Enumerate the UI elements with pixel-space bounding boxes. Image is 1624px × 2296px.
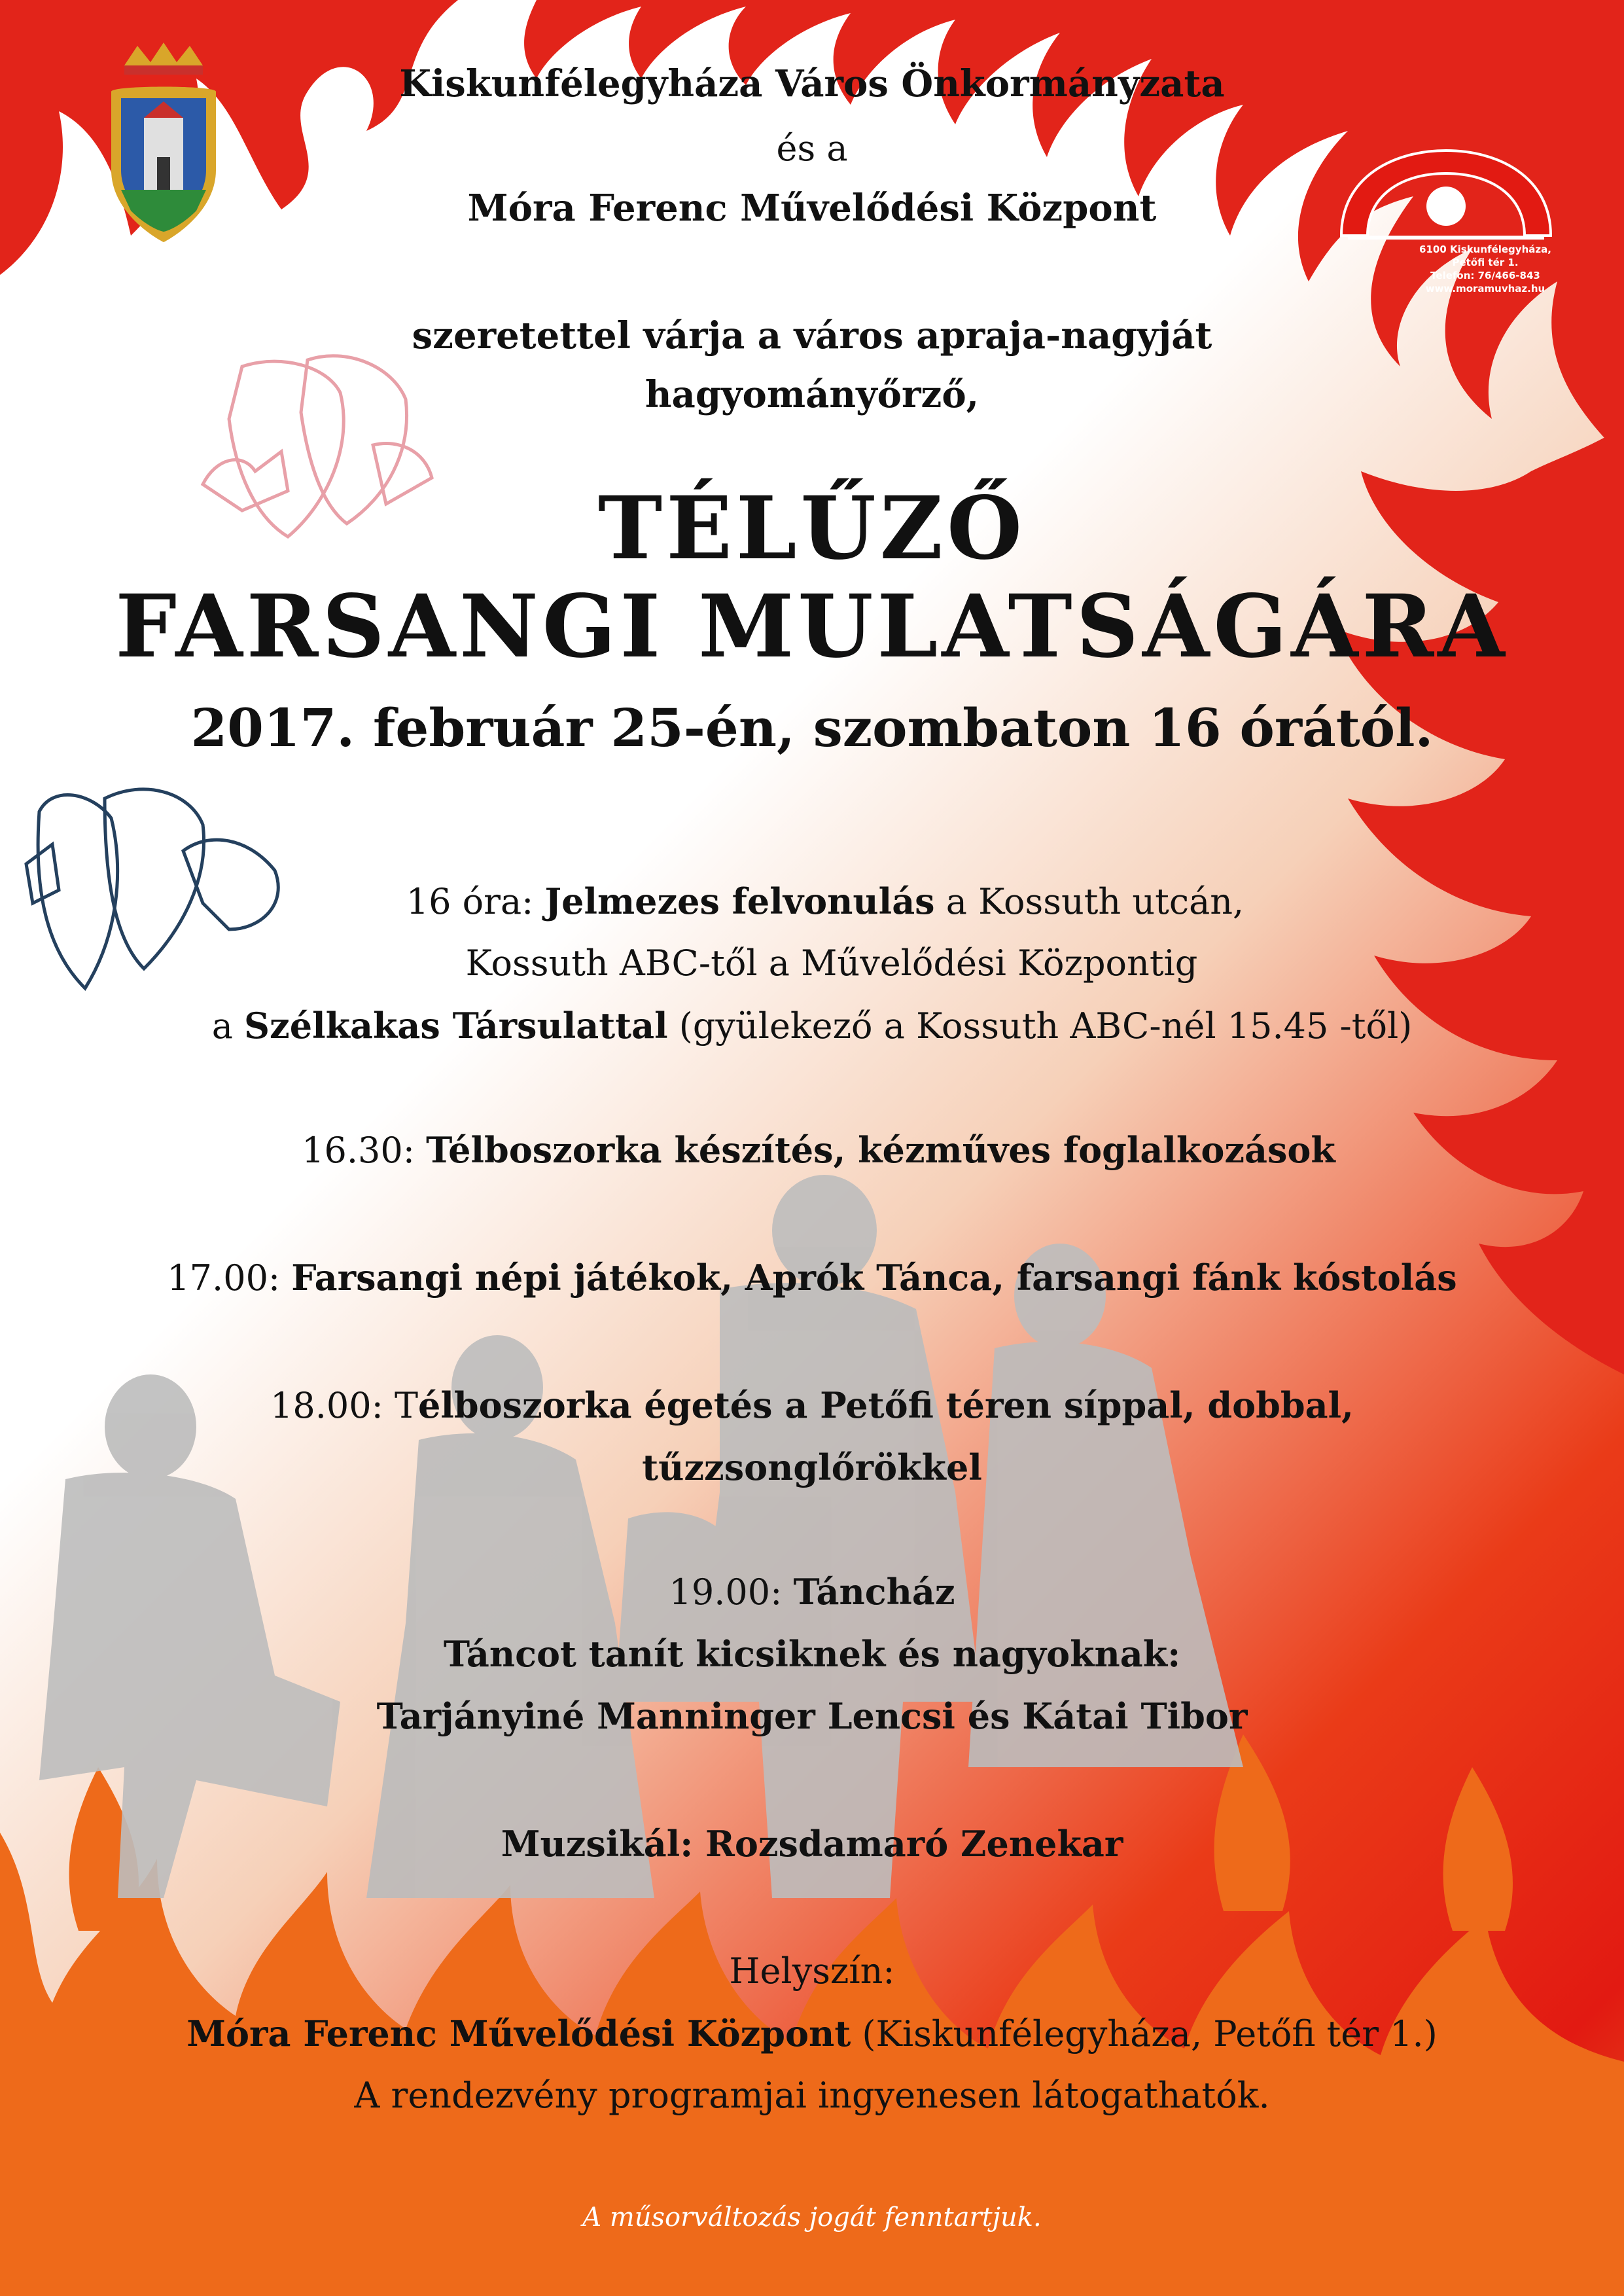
program-time: 17.00: (167, 1257, 292, 1299)
program-item-5 (0, 1571, 1624, 1613)
program-item-2 (0, 1129, 1624, 1171)
program-detail: a (211, 1005, 245, 1047)
organizer-line2: és a (776, 128, 848, 169)
program-title: Táncház (793, 1571, 955, 1613)
venue-name: Móra Ferenc Művelődési Központ (186, 2013, 851, 2054)
logo-web: www.moramuvhaz.hu (1425, 283, 1545, 295)
program-item-1 (0, 880, 1624, 922)
title-line1: TÉLŰZŐ (597, 478, 1027, 579)
title-line2: FARSANGI MULATSÁGÁRA (115, 576, 1509, 677)
program-time: 16.30: (302, 1130, 427, 1171)
program-title: Télboszorka készítés, kézműves foglalkozások (426, 1129, 1335, 1171)
program-item-1-line3 (0, 1005, 1624, 1047)
program-title: élboszorka égetés a Petőfi téren síppal, dobbal, (417, 1384, 1354, 1426)
program-time: 16 óra: (406, 881, 545, 922)
program-time: 19.00: (669, 1571, 794, 1613)
program-item-4-line2: tűzzsonglőrökkel (642, 1446, 982, 1488)
organizer-line3: Móra Ferenc Művelődési Központ (467, 187, 1157, 230)
logo-address1: 6100 Kiskunfélegyháza, (1419, 243, 1551, 255)
program-title: Farsangi népi játékok, Aprók Tánca, farsangi fánk kóstolás (291, 1257, 1457, 1299)
event-date: 2017. február 25-én, szombaton 16 órától. (190, 697, 1434, 759)
program-time: 18.00: T (270, 1385, 418, 1426)
program-detail: (gyülekező a Kossuth ABC-nél 15.45 -től) (667, 1005, 1413, 1047)
program-item-5-line3: Tarjányiné Manninger Lencsi és Kátai Tibor (376, 1695, 1248, 1737)
program-item-6: Muzsikál: Rozsdamaró Zenekar (501, 1823, 1123, 1865)
location-venue (0, 2013, 1624, 2054)
location-label: Helyszín: (729, 1950, 895, 1992)
program-item-1-line2: Kossuth ABC-től a Művelődési Központig (465, 942, 1198, 984)
logo-address2: Petőfi tér 1. (1452, 257, 1519, 268)
program-item-4 (0, 1384, 1624, 1426)
program-detail: a Kossuth utcán, (934, 881, 1244, 922)
logo-phone: Telefon: 76/466-843 (1430, 270, 1540, 281)
program-title: Szélkakas Társulattal (244, 1005, 668, 1047)
venue-address: (Kiskunfélegyháza, Petőfi tér 1.) (851, 2013, 1438, 2054)
invite-line1: szeretettel várja a város apraja-nagyját (412, 314, 1212, 357)
program-item-3 (0, 1257, 1624, 1299)
program-title: Jelmezes felvonulás (544, 880, 935, 922)
invite-line2: hagyományőrző, (644, 373, 980, 416)
organizer-line1: Kiskunfélegyháza Város Önkormányzata (399, 62, 1225, 105)
footnote: A műsorváltozás jogát fenntartjuk. (582, 2202, 1042, 2233)
free-admission-note: A rendezvény programjai ingyenesen látogathatók. (354, 2075, 1270, 2116)
program-item-5-line2: Táncot tanít kicsiknek és nagyoknak: (443, 1633, 1181, 1675)
